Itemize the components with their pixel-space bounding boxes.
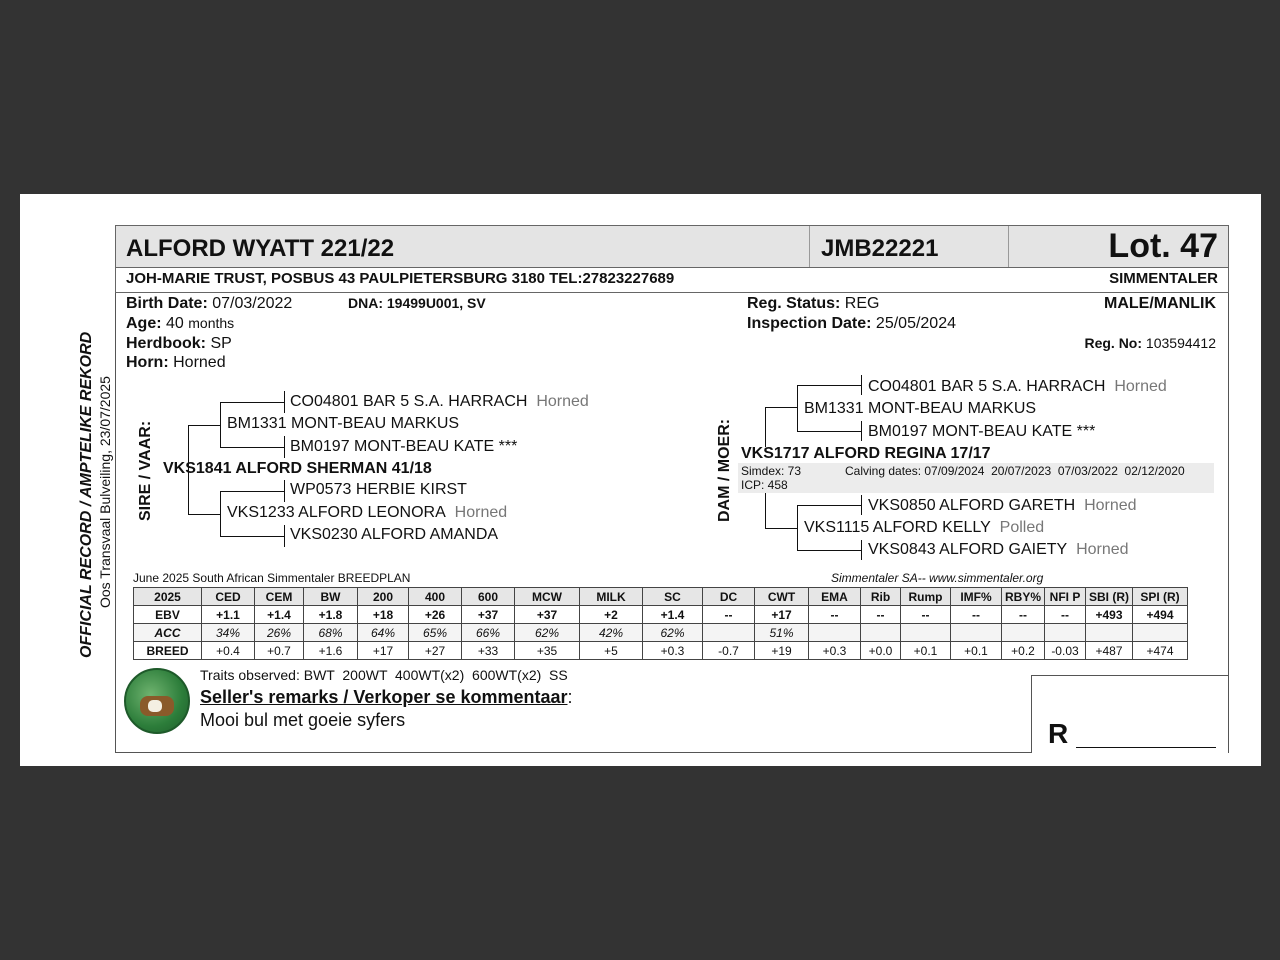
dam-sire: BM1331 MONT-BEAU MARKUS [804,400,1037,417]
row-label: ACC [134,624,202,642]
table-cell: -0.03 [1045,642,1086,660]
table-header-cell: CED [202,588,255,606]
lot-card [20,194,1261,766]
owner-line: JOH-MARIE TRUST, POSBUS 43 PAULPIETERSBURG 3180 TEL:27823227689 [126,270,675,287]
table-cell: 51% [755,624,809,642]
header-bar [115,225,1229,268]
table-cell [901,624,951,642]
dam-sire-sire: CO04801 BAR 5 S.A. HARRACH Horned [868,378,1167,395]
price-label: R [1048,718,1069,749]
row-label: BREED [134,642,202,660]
row-label: EBV [134,606,202,624]
age: Age: 40 months [126,315,235,332]
table-cell: +35 [515,642,580,660]
dam-label: DAM / MOER: [716,418,733,522]
simmentaler-sa-logo [124,668,190,734]
table-cell: +0.1 [901,642,951,660]
official-record-label: OFFICIAL RECORD / AMPTELIKE REKORD [78,331,95,658]
table-header-cell: CWT [755,588,809,606]
table-cell [1045,624,1086,642]
table-cell: +0.2 [1002,642,1045,660]
table-cell: +26 [409,606,462,624]
dam-sire-dam: BM0197 MONT-BEAU KATE *** [868,423,1096,440]
birth-date: Birth Date: 07/03/2022 [126,295,293,312]
table-header-cell: BW [304,588,358,606]
table-header-cell: 400 [409,588,462,606]
table-cell: 64% [358,624,409,642]
traits-observed: Traits observed: BWT 200WT 400WT(x2) 600WT(x2) SS [200,667,568,683]
table-cell: 65% [409,624,462,642]
table-cell: +0.3 [809,642,861,660]
table-header-cell: RBY% [1002,588,1045,606]
table-cell: 34% [202,624,255,642]
dam-dam: VKS1115 ALFORD KELLY Polled [804,519,1045,536]
table-cell: +0.1 [951,642,1002,660]
table-cell: -- [703,606,755,624]
table-cell: +474 [1133,642,1188,660]
table-header-cell: EMA [809,588,861,606]
price-field[interactable] [1076,747,1216,748]
table-header-cell: IMF% [951,588,1002,606]
table-cell: +1.1 [202,606,255,624]
dam-dam-sire: VKS0850 ALFORD GARETH Horned [868,497,1137,514]
table-header-cell: 200 [358,588,409,606]
event-label: Oos Transvaal Bulveiling, 23/07/2025 [97,376,113,608]
table-cell [861,624,901,642]
inspection-date: Inspection Date: 25/05/2024 [747,315,956,332]
table-cell: +1.4 [643,606,703,624]
table-header-cell: MCW [515,588,580,606]
table-cell: +19 [755,642,809,660]
table-row-ebv [134,606,1188,624]
table-cell: 66% [462,624,515,642]
table-cell [1086,624,1133,642]
table-cell: +1.8 [304,606,358,624]
table-cell: +37 [462,606,515,624]
owner-bar [115,266,1229,293]
table-cell: 26% [255,624,304,642]
sire-dam: VKS1233 ALFORD LEONORA Horned [227,504,508,521]
table-cell: -- [1002,606,1045,624]
table-cell: -- [861,606,901,624]
sex-label: MALE/MANLIK [1104,295,1216,312]
dna-info: DNA: 19499U001, SV [348,295,486,311]
table-cell [951,624,1002,642]
sire-sire: BM1331 MONT-BEAU MARKUS [227,415,460,432]
table-header-cell: 600 [462,588,515,606]
table-header-cell: 2025 [134,588,202,606]
breedplan-source: Simmentaler SA-- www.simmentaler.org [831,571,1044,585]
table-header-row [134,588,1188,606]
table-cell: 68% [304,624,358,642]
table-cell: +33 [462,642,515,660]
table-header-cell: DC [703,588,755,606]
table-cell: +1.6 [304,642,358,660]
table-cell: 62% [643,624,703,642]
dam-name: VKS1717 ALFORD REGINA 17/17 [741,445,991,462]
sire-name: VKS1841 ALFORD SHERMAN 41/18 [163,460,432,477]
reg-number: Reg. No: 103594412 [1084,335,1216,351]
table-cell: +27 [409,642,462,660]
dam-simdex: Simdex: 73 [741,464,802,478]
table-header-cell: CEM [255,588,304,606]
table-cell [1133,624,1188,642]
table-cell: +0.7 [255,642,304,660]
table-row-breed [134,642,1188,660]
sire-sire-dam: BM0197 MONT-BEAU KATE *** [290,438,518,455]
table-cell: +37 [515,606,580,624]
table-cell: +0.3 [643,642,703,660]
sire-dam-dam: VKS0230 ALFORD AMANDA [290,526,499,543]
table-cell: +17 [755,606,809,624]
animal-id: JMB22221 [821,235,939,262]
reg-status: Reg. Status: REG [747,295,880,312]
dam-dam-dam: VKS0843 ALFORD GAIETY Horned [868,541,1129,558]
table-cell: +487 [1086,642,1133,660]
lot-number: Lot. 47 [1108,227,1218,265]
table-cell [1002,624,1045,642]
table-cell: +18 [358,606,409,624]
sire-sire-sire: CO04801 BAR 5 S.A. HARRACH Horned [290,393,589,410]
table-cell: +5 [580,642,643,660]
breedplan-table [133,587,1188,660]
table-header-cell: NFI P [1045,588,1086,606]
table-cell: +0.4 [202,642,255,660]
sire-label: SIRE / VAAR: [137,420,154,521]
remarks-text: Mooi bul met goeie syfers [200,710,406,730]
breed-label: SIMMENTALER [1109,270,1218,287]
table-cell: -0.7 [703,642,755,660]
animal-name: ALFORD WYATT 221/22 [126,235,395,262]
table-cell: +493 [1086,606,1133,624]
table-header-cell: MILK [580,588,643,606]
table-cell: -- [901,606,951,624]
table-cell: +17 [358,642,409,660]
table-header-cell: SBI (R) [1086,588,1133,606]
table-cell [809,624,861,642]
table-cell: 62% [515,624,580,642]
table-cell: +2 [580,606,643,624]
table-header-cell: Rib [861,588,901,606]
table-header-cell: SC [643,588,703,606]
table-cell: +0.0 [861,642,901,660]
table-cell: +1.4 [255,606,304,624]
table-cell: +494 [1133,606,1188,624]
table-header-cell: SPI (R) [1133,588,1188,606]
dam-icp: ICP: 458 [741,478,788,492]
sire-dam-sire: WP0573 HERBIE KIRST [290,481,467,498]
table-header-cell: Rump [901,588,951,606]
table-cell: -- [809,606,861,624]
breedplan-title: June 2025 South African Simmentaler BREEDPLAN [133,571,411,585]
herdbook: Herdbook: SP [126,335,232,352]
remarks-title: Seller's remarks / Verkoper se kommentaar: [200,687,573,707]
horn-status: Horn: Horned [126,354,226,371]
table-cell: 42% [580,624,643,642]
table-cell: -- [951,606,1002,624]
table-cell [703,624,755,642]
dam-calving-dates: Calving dates: 07/09/2024 20/07/2023 07/03/2022 02/12/2020 [845,464,1185,478]
table-row-acc [134,624,1188,642]
table-cell: -- [1045,606,1086,624]
